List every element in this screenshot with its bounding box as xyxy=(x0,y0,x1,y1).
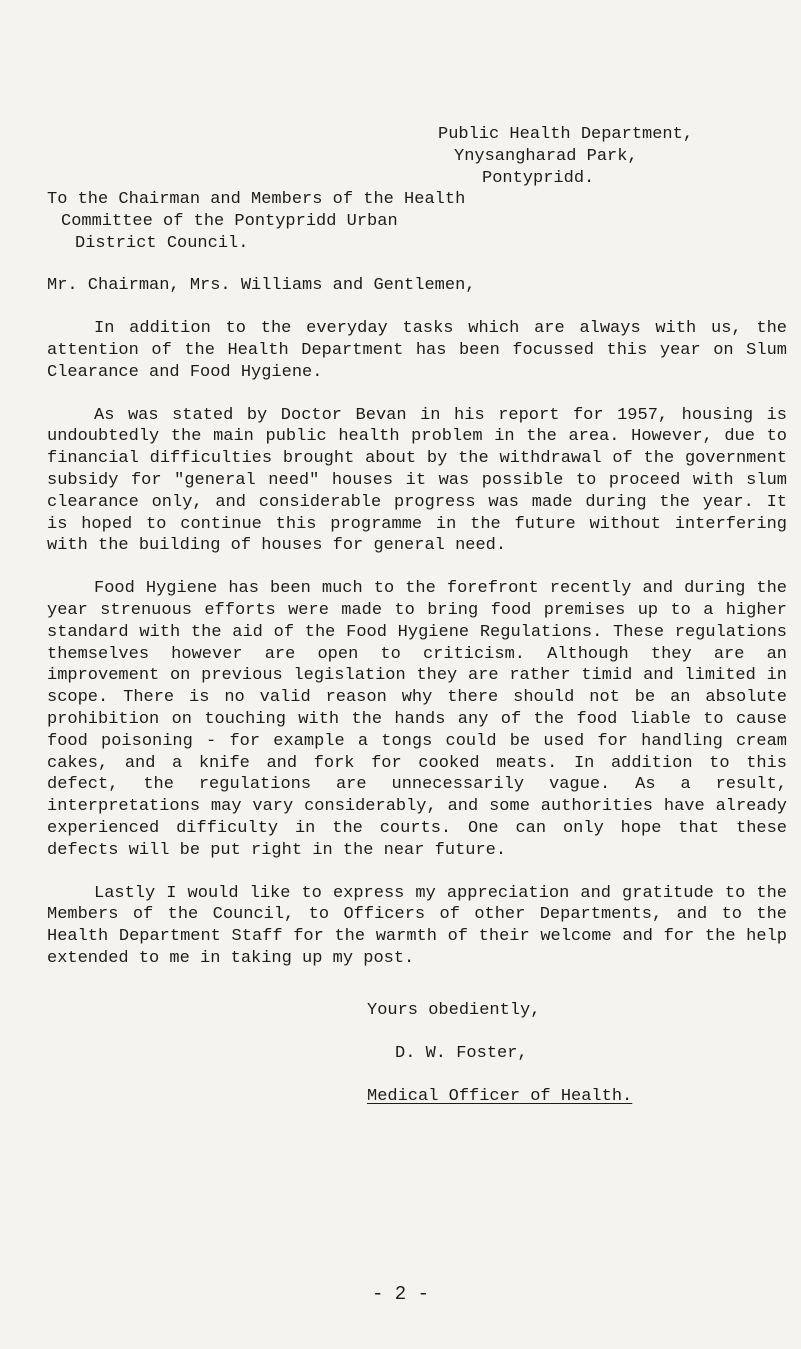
paragraph-housing: As was stated by Doctor Bevan in his report for 1957, housing is undoubtedly the main public health problem in the area. However, due to financial difficulties brought about by the withdrawal of the government subsidy for "general need" houses it was possible to proceed with slum clearance only, and considerable progress was made during the year. It is hoped to continue this programme in the future without interfering with the building of houses for general need. xyxy=(47,405,787,556)
page-number: - 2 - xyxy=(371,1283,429,1305)
closing-valediction: Yours obediently, xyxy=(367,1001,541,1020)
signatory-title: Medical Officer of Health. xyxy=(367,1087,633,1106)
paragraph-thanks: Lastly I would like to express my appreciation and gratitude to the Members of the Council, to Officers of other Departments, and to the Health Department Staff for the warmth of their welcome and for the help extended to me in taking up my post. xyxy=(47,883,787,968)
letter-body xyxy=(47,189,787,970)
addressee-line-1: To the Chairman and Members of the Health xyxy=(47,190,466,209)
address-line-department: Public Health Department, xyxy=(438,125,694,144)
address-line-park: Ynysangharad Park, xyxy=(454,147,638,166)
sender-address xyxy=(438,124,693,190)
addressee-line-3: District Council. xyxy=(75,233,249,253)
signatory-name: D. W. Foster, xyxy=(395,1044,528,1063)
addressee-line-2: Committee of the Pontypridd Urban xyxy=(61,211,398,231)
closing-block xyxy=(367,1000,632,1108)
salutation: Mr. Chairman, Mrs. Williams and Gentlemen, xyxy=(47,276,476,296)
paragraph-intro: In addition to the everyday tasks which are always with us, the attention of the Health Department has been focussed this year on Slum Clearance and Food Hygiene. xyxy=(47,319,787,382)
address-line-town: Pontypridd. xyxy=(482,169,595,188)
addressee-block xyxy=(47,189,787,254)
paragraph-food-hygiene: Food Hygiene has been much to the forefront recently and during the year strenuous efforts were made to bring food premises up to a higher standard with the aid of the Food Hygiene Regulations. These regulations themselves however are open to criticism. Although they are an improvement on previous legislation they are rather timid and limited in scope. There is no valid reason why there should not be an absolute prohibition on touching with the hands any of the food liable to cause food poisoning - for example a tongs could be used for handling cream cakes, and a knife and fork for cooked meats. In addition to this defect, the regulations are unnecessarily vague. As a result, interpretations may vary considerably, and some authorities have already experienced difficulty in the courts. One can only hope that these defects will be put right in the near future. xyxy=(47,579,787,860)
